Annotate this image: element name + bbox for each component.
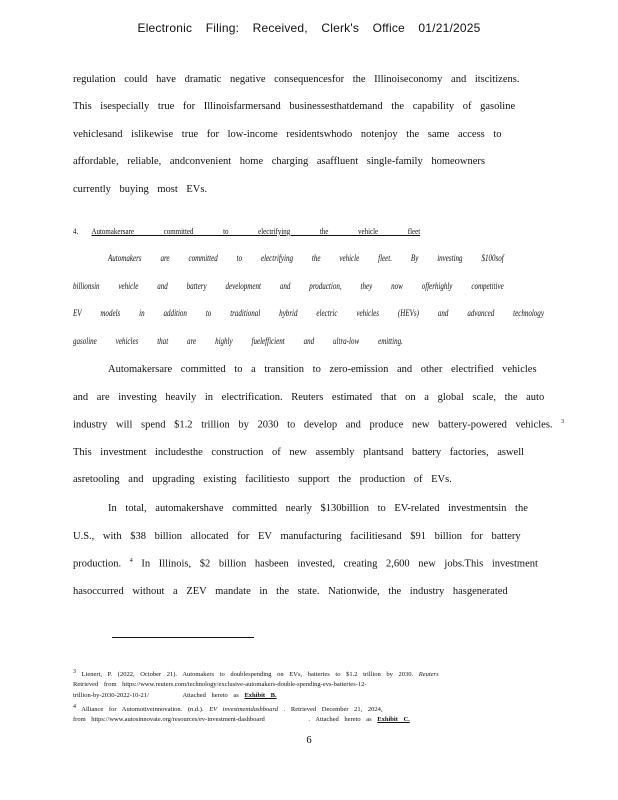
footnote-text: . Attached hereto as <box>308 716 372 723</box>
footnote-title: EV investmentdashboard <box>209 706 279 714</box>
page-number: 6 <box>306 735 312 746</box>
italic-line: Automakers are committed to electrifying the vehicle fleet. By investing $100sof <box>108 253 504 263</box>
text-line: regulation could have dramatic negative consequencesfor the Illinoiseconomy and itscitizens. <box>73 74 520 85</box>
footnote-url[interactable]: trillion-by-2030-2022-10-21/ <box>73 692 149 699</box>
text-line: In total, automakershave committed nearly $130billion to EV-related investmentsin the <box>108 503 528 514</box>
footnote-ref-4[interactable]: 4 <box>129 558 133 564</box>
footnote-ref-3[interactable]: 3 <box>561 419 565 425</box>
section-number: 4. <box>73 226 79 236</box>
footnote-url[interactable]: from https://www.autosinnovate.org/resources/ev-investment-dashboard <box>73 716 265 723</box>
footnote-3-line-2: Retrieved from https://www.reuters.com/technology/exclusive-automakers-double-spending-evs-batteries-12- <box>73 681 367 688</box>
footnote-text: Lienert, P. (2022, October 21). Automakers to doublespending on EVs, batteries to $1.2 trillion by 2030. <box>81 671 414 679</box>
footnote-divider <box>112 637 254 638</box>
filing-stamp-header: Electronic Filing: Received, Clerk's Office 01/21/2025 <box>137 21 481 35</box>
italic-line: gasoline vehicles that are highly fuelefficient and ultra-low emitting. <box>73 336 403 346</box>
italic-line: billionsin vehicle and battery development and production, they now offerhighly competitive <box>73 281 504 291</box>
text-line: Automakersare committed to a transition to zero-emission and other electrified vehicles <box>108 364 537 375</box>
footnote-3-line-1 <box>73 669 439 678</box>
footnote-source: Reuters <box>418 671 439 679</box>
footnote-4-line-1 <box>73 704 383 713</box>
footnote-4-line-2 <box>73 716 410 723</box>
footnote-marker: 3 <box>73 669 76 675</box>
footnote-text: Attached hereto as <box>182 692 239 699</box>
footnote-3-line-3 <box>73 692 277 699</box>
text-line: currently buying most EVs. <box>73 184 208 195</box>
text-line <box>73 558 538 570</box>
exhibit-b-label: Exhibit B. <box>244 692 277 699</box>
text-line: This investment includesthe construction of new assembly plantsand battery factories, aswell <box>73 447 525 458</box>
text-span: industry will spend $1.2 trillion by 2030 to develop and produce new battery-powered vehicles. <box>73 419 553 431</box>
italic-line: EV models in addition to traditional hybrid electric vehicles (HEVs) and advanced technology <box>73 308 544 318</box>
exhibit-c-label: Exhibit C. <box>377 716 410 723</box>
footnote-marker: 4 <box>73 704 76 710</box>
text-line: asretooling and upgrading existing facilitiesto support the production of EVs. <box>73 474 452 485</box>
section-title: Automakersare committed to electrifying the vehicle fleet <box>91 226 421 236</box>
text-span: production. <box>73 558 122 570</box>
text-line: vehiclesand islikewise true for low-income residentswhodo notenjoy the same access to <box>73 129 502 140</box>
text-line: hasoccurred without a ZEV mandate in the state. Nationwide, the industry hasgenerated <box>73 586 508 597</box>
text-line: affordable, reliable, andconvenient home charging asaffluent single-family homeowners <box>73 156 485 167</box>
text-line: This isespecially true for Illinoisfarmersand businessesthatdemand the capability of gasoline <box>73 101 516 112</box>
section-heading <box>73 226 420 236</box>
text-span: In Illinois, $2 billion hasbeen invested, creating 2,600 new jobs.This investment <box>141 558 538 570</box>
text-line: and are investing heavily in electrification. Reuters estimated that on a global scale, the auto <box>73 392 545 403</box>
text-line: U.S., with $38 billion allocated for EV manufacturing facilitiesand $91 billion for battery <box>73 531 521 542</box>
text-line <box>73 419 564 431</box>
footnote-text: Alliance for Automotiveinnovation. (n.d.). <box>81 706 204 714</box>
footnote-text: . Retrieved December 21, 2024, <box>283 706 383 714</box>
